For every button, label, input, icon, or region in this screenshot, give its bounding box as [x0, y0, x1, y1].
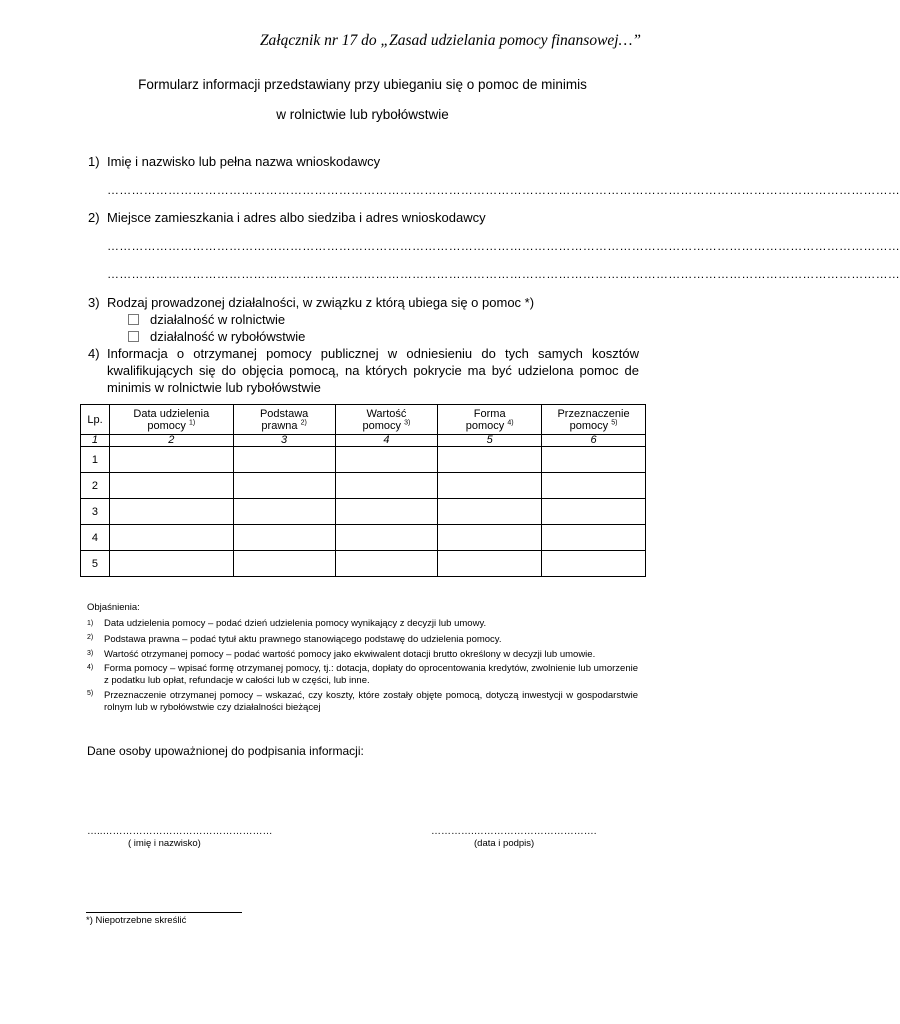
cell-input[interactable]: [233, 473, 335, 499]
question-3: [0, 294, 725, 311]
note-2: Podstawa prawna – podać tytuł aktu prawnego stanowiącego podstawę do udzielenia pomocy.: [104, 634, 502, 645]
cell-input[interactable]: [542, 473, 646, 499]
cell-input[interactable]: [438, 447, 542, 473]
column-number: 3: [233, 435, 335, 447]
cell-input[interactable]: [438, 525, 542, 551]
row-number: 1: [81, 447, 110, 473]
note-mark: 4): [87, 664, 94, 671]
column-number-row: [81, 435, 646, 447]
cell-input[interactable]: [233, 551, 335, 577]
cell-input[interactable]: [233, 447, 335, 473]
signature-heading: Dane osoby upoważnionej do podpisania informacji:: [87, 744, 364, 758]
date-signature-line[interactable]: ………….……………………………….: [431, 826, 597, 837]
table-row: [81, 499, 646, 525]
column-number: 1: [81, 435, 110, 447]
aid-table: [80, 404, 646, 577]
cell-input[interactable]: [109, 473, 233, 499]
cell-input[interactable]: [335, 447, 438, 473]
notes-title: Objaśnienia:: [87, 602, 140, 613]
note-mark: 2): [87, 634, 94, 641]
cell-input[interactable]: [542, 525, 646, 551]
cell-input[interactable]: [109, 525, 233, 551]
cell-input[interactable]: [438, 551, 542, 577]
question-1-number: 1): [88, 154, 100, 169]
question-3-number: 3): [88, 295, 100, 310]
footnote: *) Niepotrzebne skreślić: [86, 915, 187, 926]
question-2-text: Miejsce zamieszkania i adres albo siedziba i adres wnioskodawcy: [107, 210, 486, 225]
cell-input[interactable]: [542, 551, 646, 577]
checkbox-fishery[interactable]: [128, 331, 139, 342]
footnote-divider: [86, 912, 242, 913]
date-sign-label: (data i podpis): [474, 838, 535, 849]
row-number: 5: [81, 551, 110, 577]
header-legal-basis: Podstawa prawna $^{2)}$: [233, 405, 335, 435]
cell-input[interactable]: [542, 499, 646, 525]
cell-input[interactable]: [109, 447, 233, 473]
question-4-number: 4): [88, 346, 100, 361]
note-mark: 1): [87, 620, 94, 627]
row-number: 3: [81, 499, 110, 525]
cell-input[interactable]: [109, 551, 233, 577]
table-row: [81, 551, 646, 577]
cell-input[interactable]: [233, 525, 335, 551]
column-number: 6: [542, 435, 646, 447]
applicant-address-field-1[interactable]: ……………………………………………………………………………………………………………………………………………………………………………: [107, 239, 900, 253]
name-signature-line[interactable]: …..……………………………………………: [87, 826, 273, 837]
column-number: 5: [438, 435, 542, 447]
header-aid-purpose: Przeznaczenie pomocy $^{5)}$: [542, 405, 646, 435]
cell-input[interactable]: [335, 551, 438, 577]
note-mark: 3): [87, 650, 94, 657]
table-row: [81, 473, 646, 499]
cell-input[interactable]: [109, 499, 233, 525]
question-1-text: Imię i nazwisko lub pełna nazwa wnioskodawcy: [107, 154, 381, 169]
cell-input[interactable]: [438, 499, 542, 525]
header-aid-value: Wartość pomocy $^{3)}$: [335, 405, 438, 435]
option-fishery-label: działalność w rybołówstwie: [150, 329, 306, 344]
question-3-text: Rodzaj prowadzonej działalności, w związku z którą ubiega się o pomoc *): [107, 295, 535, 310]
table-header-row: [81, 405, 646, 435]
form-title-line1: Formularz informacji przedstawiany przy ubieganiu się o pomoc de minimis: [138, 77, 587, 92]
checkbox-agriculture[interactable]: [128, 314, 139, 325]
cell-input[interactable]: [542, 447, 646, 473]
cell-input[interactable]: [438, 473, 542, 499]
applicant-name-field[interactable]: ……………………………………………………………………………………………………………………………………………………………………………: [107, 183, 900, 197]
cell-input[interactable]: [335, 473, 438, 499]
name-label: ( imię i nazwisko): [128, 838, 201, 849]
question-4-text: Informacja o otrzymanej pomocy publicznej w odniesieniu do tych samych kosztów kwalifikujących się do objęcia pomocą, na których pokrycie ma być udzielona pomoc de minimis w rolnictwie lub rybołówstwie: [107, 346, 639, 395]
note-5: Przeznaczenie otrzymanej pomocy – wskazać, czy koszty, które zostały objęte pomocą, dotyczą inwestycji w gospodarstwie rolnym lub w rybołówstwie czy działalności bieżącej: [104, 690, 638, 713]
note-mark: 5): [87, 690, 94, 697]
applicant-address-field-2[interactable]: ……………………………………………………………………………………………………………………………………………………………………………: [107, 267, 900, 281]
cell-input[interactable]: [335, 525, 438, 551]
form-title-line2: w rolnictwie lub rybołówstwie: [276, 107, 449, 122]
table-row: [81, 447, 646, 473]
question-2: [0, 209, 725, 226]
row-number: 4: [81, 525, 110, 551]
question-1: [0, 153, 725, 170]
note-3: Wartość otrzymanej pomocy – podać wartość pomocy jako ekwiwalent dotacji brutto określony w decyzji lub umowie.: [104, 649, 596, 660]
header-lp: Lp.: [81, 405, 110, 435]
table-row: [81, 525, 646, 551]
note-4: Forma pomocy – wpisać formę otrzymanej pomocy, tj.: dotacja, dopłaty do oprocentowania kredytów, zwolnienie lub umorzenie z podatku lub opłat, refundacje w całości lub w części, lub inne.: [104, 663, 638, 686]
header-aid-date: Data udzielenia pomocy $^{1)}$: [109, 405, 233, 435]
option-agriculture-label: działalność w rolnictwie: [150, 312, 286, 327]
header-aid-form: Forma pomocy $^{4)}$: [438, 405, 542, 435]
column-number: 2: [109, 435, 233, 447]
column-number: 4: [335, 435, 438, 447]
cell-input[interactable]: [335, 499, 438, 525]
annex-reference: Załącznik nr 17 do „Zasad udzielania pomocy finansowej…”: [259, 32, 641, 49]
note-1: Data udzielenia pomocy – podać dzień udzielenia pomocy wynikający z decyzji lub umowy.: [104, 618, 487, 629]
cell-input[interactable]: [233, 499, 335, 525]
question-2-number: 2): [88, 210, 100, 225]
row-number: 2: [81, 473, 110, 499]
